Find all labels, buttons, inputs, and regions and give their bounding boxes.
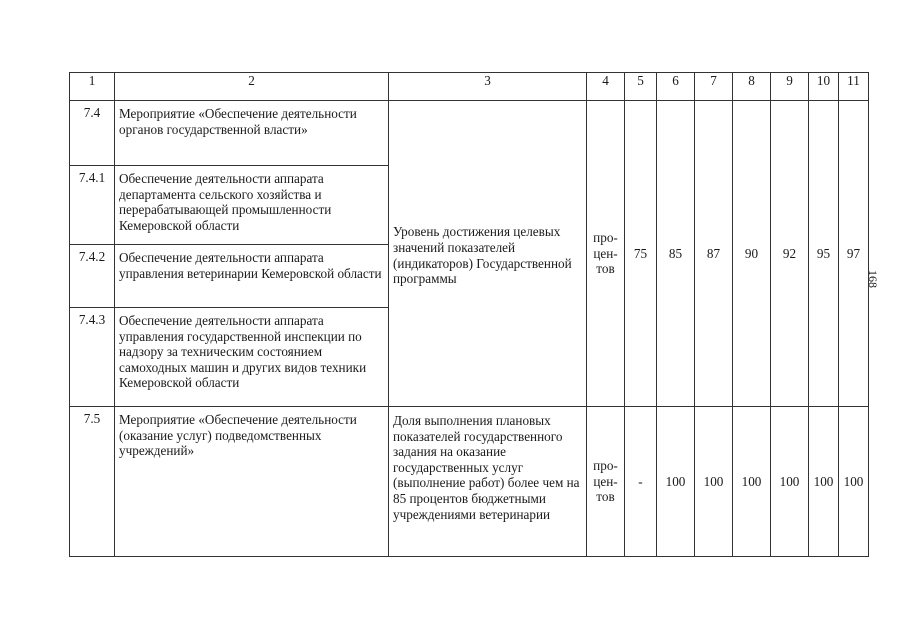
value-cell: 100 <box>809 407 839 557</box>
row-number: 7.4.2 <box>70 245 115 308</box>
event-name: Мероприятие «Обеспечение деятельности органов государственной власти» <box>115 101 389 166</box>
event-name: Мероприятие «Обеспечение деятельности (оказание услуг) подведомственных учреждений» <box>115 407 389 557</box>
header-cell: 9 <box>771 73 809 101</box>
header-row <box>70 73 869 101</box>
event-name: Обеспечение деятельности аппарата управления государственной инспекции по надзору за техническим состоянием самоходных машин и других видов техники Кемеровской области <box>115 308 389 407</box>
table-row <box>70 407 869 557</box>
unit-cell: про-цен-тов <box>587 407 625 557</box>
value-cell: 100 <box>839 407 869 557</box>
value-cell: 92 <box>771 101 809 407</box>
header-cell: 6 <box>657 73 695 101</box>
value-cell: 95 <box>809 101 839 407</box>
row-number: 7.4 <box>70 101 115 166</box>
header-cell: 5 <box>625 73 657 101</box>
row-number: 7.4.1 <box>70 166 115 245</box>
value-cell: 85 <box>657 101 695 407</box>
indicator-cell: Доля выполнения плановых показателей государственного задания на оказание государственных услуг (выполнение работ) более чем на 85 процентов бюджетными учреждениями ветеринарии <box>389 407 587 557</box>
value-cell: - <box>625 407 657 557</box>
header-cell: 3 <box>389 73 587 101</box>
value-cell: 100 <box>733 407 771 557</box>
indicator-cell: Уровень достижения целевых значений показателей (индикаторов) Государственной программы <box>389 101 587 407</box>
event-name: Обеспечение деятельности аппарата департамента сельского хозяйства и перерабатывающей промышленности Кемеровской области <box>115 166 389 245</box>
unit-cell: про-цен-тов <box>587 101 625 407</box>
row-number: 7.5 <box>70 407 115 557</box>
value-cell: 97 <box>839 101 869 407</box>
value-cell: 87 <box>695 101 733 407</box>
event-name: Обеспечение деятельности аппарата управления ветеринарии Кемеровской области <box>115 245 389 308</box>
header-cell: 11 <box>839 73 869 101</box>
indicators-table <box>69 72 869 557</box>
value-cell: 100 <box>771 407 809 557</box>
value-cell: 75 <box>625 101 657 407</box>
row-number: 7.4.3 <box>70 308 115 407</box>
value-cell: 100 <box>657 407 695 557</box>
table-row <box>70 101 869 166</box>
page-number: 168 <box>866 270 880 288</box>
value-cell: 90 <box>733 101 771 407</box>
value-cell: 100 <box>695 407 733 557</box>
header-cell: 2 <box>115 73 389 101</box>
header-cell: 1 <box>70 73 115 101</box>
header-cell: 7 <box>695 73 733 101</box>
header-cell: 4 <box>587 73 625 101</box>
header-cell: 8 <box>733 73 771 101</box>
header-cell: 10 <box>809 73 839 101</box>
